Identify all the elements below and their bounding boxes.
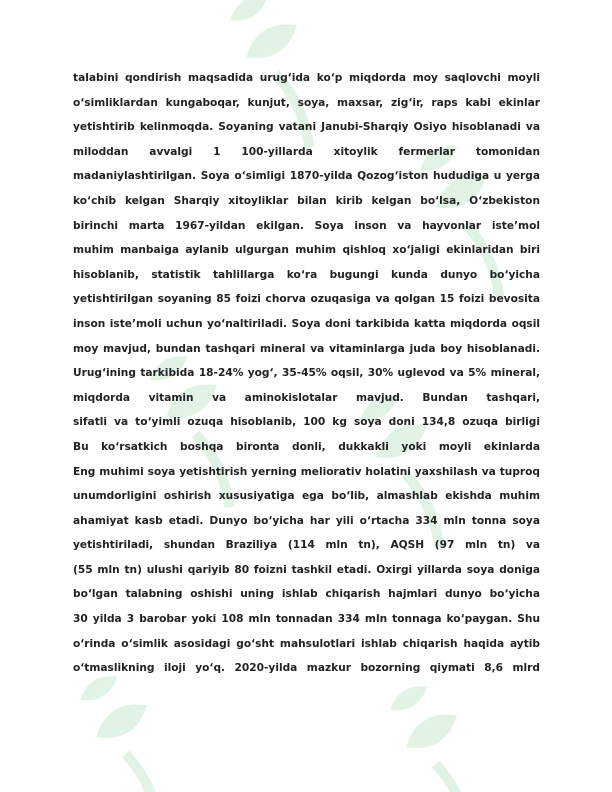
text-line: o‘simliklardan kungaboqar, kunjut, soya, maxsar, zig‘ir, raps kabi ekinlar	[73, 96, 540, 109]
text-line: madaniylashtirilgan. Soya o‘simligi 1870-yilda Qozog‘iston hududiga u yerga	[73, 170, 540, 183]
text-line: muhim manbaiga aylanib ulgurgan muhim qishloq xo‘jaligi ekinlaridan biri	[73, 244, 540, 257]
leaf-scroll-watermark-icon	[380, 674, 515, 792]
text-line: inson iste’moli uchun yo‘naltiriladi. Soya doni tarkibida katta miqdorda oqsil	[73, 317, 540, 330]
text-line: miloddan avvalgi 1 100-yillarda xitoylik fermerlar tomonidan	[73, 145, 540, 158]
text-line: o‘tmaslikning iloji yo‘q. 2020-yilda mazkur bozorning qiymati 8,6 mlrd	[73, 662, 540, 675]
text-line: moy mavjud, bundan tashqari mineral va vitaminlarga juda boy hisoblanadi.	[73, 342, 540, 355]
text-line: o‘rinda o‘simlik asosidagi go‘sht mahsulotlari ishlab chiqarish haqida aytib	[73, 637, 540, 650]
text-line: bo‘lgan talabning oshishi uning ishlab chiqarish hajmlari dunyo bo‘yicha	[73, 588, 540, 601]
text-line: Eng muhimi soya yetishtirish yerning meliorativ holatini yaxshilash va tuproq	[73, 465, 540, 478]
text-line: Bu ko‘rsatkich boshqa bironta donli, dukkakli yoki moyli ekinlarda	[73, 440, 540, 453]
text-line: birinchi marta 1967-yildan ekilgan. Soya inson va hayvonlar iste’mol	[73, 219, 540, 232]
leaf-scroll-watermark-icon	[70, 664, 205, 792]
text-line: Urug‘ining tarkibida 18-24% yog‘, 35-45% oqsil, 30% uglevod va 5% mineral,	[73, 367, 540, 380]
text-line: (55 mln tn) ulushi qariyib 80 foizni tashkil etadi. Oxirgi yillarda soya doniga	[73, 563, 540, 576]
text-line: 30 yilda 3 barobar yoki 108 mln tonnadan 334 mln tonnaga ko‘paygan. Shu	[73, 613, 540, 626]
body-paragraph	[73, 66, 540, 681]
text-line: ko‘chib kelgan Sharqiy xitoyliklar bilan kirib kelgan bo‘lsa, O‘zbekiston	[73, 194, 540, 207]
text-line: yetishtiriladi, shundan Braziliya (114 mln tn), AQSH (97 mln tn) va	[73, 539, 540, 552]
text-line: miqdorda vitamin va aminokislotalar mavjud. Bundan tashqari,	[73, 391, 540, 404]
text-line: hisoblanib, statistik tahlillarga ko‘ra bugungi kunda dunyo bo‘yicha	[73, 268, 540, 281]
text-line: sifatli va to‘yimli ozuqa hisoblanib, 100 kg soya doni 134,8 ozuqa birligi	[73, 416, 540, 429]
text-line: ahamiyat kasb etadi. Dunyo bo‘yicha har yili o‘rtacha 334 mln tonna soya	[73, 514, 540, 527]
text-line: unumdorligini oshirish xususiyatiga ega bo‘lib, almashlab ekishda muhim	[73, 490, 540, 503]
text-line: talabini qondirish maqsadida urug‘ida ko‘p miqdorda moy saqlovchi moyli	[73, 72, 540, 84]
text-line: yetishtirib kelinmoqda. Soyaning vatani Janubi-Sharqiy Osiyo hisoblanadi va	[73, 121, 540, 134]
text-line: yetishtirilgan soyaning 85 foizi chorva ozuqasiga va qolgan 15 foizi bevosita	[73, 293, 540, 306]
